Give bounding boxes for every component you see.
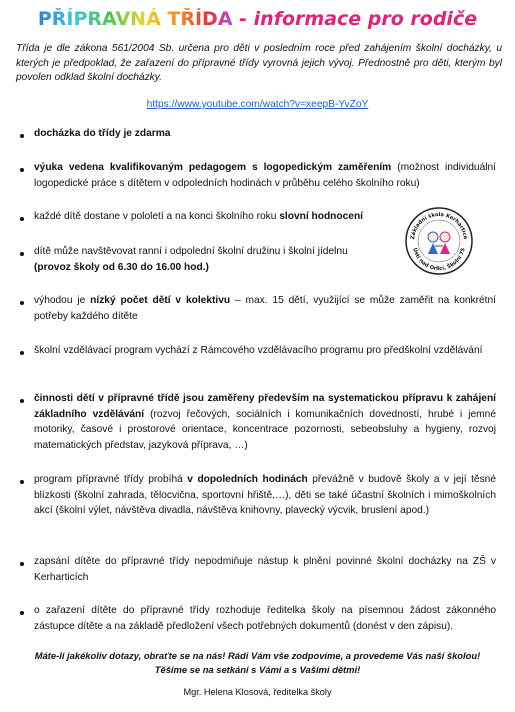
item-bold: slovní hodnocení — [279, 211, 364, 222]
bullet-icon — [20, 562, 24, 566]
youtube-link[interactable]: https://www.youtube.com/watch?v=xeepB-YvZoY — [146, 99, 369, 110]
item-bold: (provoz školy od 6.30 do 16.00 hod.) — [34, 261, 209, 273]
item-bold: výuka vedena kvalifikovaným pedagogem s logopedickým zaměřením — [34, 162, 392, 173]
list-item — [34, 343, 496, 359]
list-item — [34, 244, 394, 275]
item-bold: docházka do třídy je zdarma — [34, 128, 171, 139]
bullet-icon — [20, 399, 24, 403]
item-text: výhodou je — [34, 295, 91, 306]
closing-line-1: Máte-li jakékoliv dotazy, obraťte se na nás! Rádi Vám vše zodpovíme, a provedeme Vás naší školou! — [34, 650, 481, 661]
school-stamp-logo — [404, 206, 474, 276]
page-title — [0, 8, 515, 30]
stamp-text-bottom: Ústí nad Orlicí, Školní 75 — [411, 247, 467, 273]
item-text: každé dítě dostane v pololetí a na konci školního roku — [34, 211, 280, 222]
item-text: dítě může navštěvovat ranní i odpolední školní družinu i školní jídelnu — [34, 246, 348, 257]
intro-paragraph: Třída je dle zákona 561/2004 Sb. určena pro děti v posledním roce před zahájením školní docházky, u kterých je předpoklad, že zařazení do přípravné třídy vyrovná jejich vývoj. Přednostně pro děti, kterým byl povolen odklad školní docházky. — [16, 43, 502, 83]
bullet-icon — [20, 134, 24, 138]
signature: Mgr. Helena Klosová, ředitelka školy — [183, 687, 332, 697]
bullet-icon — [20, 301, 24, 305]
bullet-icon — [20, 252, 24, 256]
item-text: (možnost individuální logopedické práce s dítětem v odpoledních hodinách v průběhu celého školního roku) — [34, 162, 496, 189]
list-item — [34, 209, 404, 225]
item-text: – max. 15 dětí, využijící se může zaměřit na konkrétní potřeby každého dítěte — [34, 295, 497, 322]
item-text: školní vzdělávací program vychází z Rámcového vzdělávacího programu pro předškolní vzdělávání — [34, 345, 483, 356]
item-text: zapsání dítěte do přípravné třídy nepodmiňuje nástup k plnění povinné školní docházky na ZŠ v Kerharticích — [34, 556, 496, 583]
item-bold: nízký počet dětí v kolektivu — [90, 295, 231, 306]
list-item — [34, 126, 494, 142]
bullet-icon — [20, 480, 24, 484]
title-main: PŘÍPRAVNÁ TŘÍDA — [37, 8, 233, 30]
item-bold: v dopoledních hodinách — [187, 474, 308, 485]
stamp-text-top: Základní škola Kerhartice — [410, 211, 468, 240]
closing-line-2: Těšíme se na setkání s Vámi a s Vašimi dětmi! — [154, 664, 361, 675]
bullet-icon — [20, 611, 24, 615]
list-item — [34, 160, 496, 191]
item-text: převážně v budově školy a v její těsné blízkosti (školní zahrada, tělocvična, sportovní hřiště,…), děti se také účastní školních i mimoškolních akcí (školní výlet, návštěva divadla, návštěva knihovny, plavecký výcvik, bruslení apod.) — [34, 474, 496, 516]
title-subtitle: - informace pro rodiče — [232, 8, 478, 30]
item-text: o zařazení dítěte do přípravné třídy rozhoduje ředitelka školy na písemnou žádost zákonného zástupce dítěte a na základě předložení všech potřebných dokumentů (donést v den zápisu). — [34, 605, 496, 632]
bullet-icon — [20, 217, 24, 221]
list-item — [34, 391, 496, 453]
closing-message — [0, 649, 515, 677]
list-item — [34, 603, 496, 634]
item-bold: činnosti dětí v přípravné třídě jsou zaměřeny především na systematickou přípravu k zahájení základního vzdělávání — [34, 393, 496, 420]
bullet-icon — [20, 351, 24, 355]
list-item — [34, 472, 496, 519]
item-text: program přípravné třídy probíhá — [34, 474, 188, 485]
list-item — [34, 554, 496, 585]
bullet-icon — [20, 168, 24, 172]
list-item — [34, 293, 496, 324]
item-text: (rozvoj řečových, sociálních i komunikačních dovedností, hrubé i jemné motoriky, časové i prostorové orientace, koncentrace pozornosti, sebeobsluhy a hygieny, rozvoj matematických představ, jazyková příprava, …) — [34, 408, 496, 451]
